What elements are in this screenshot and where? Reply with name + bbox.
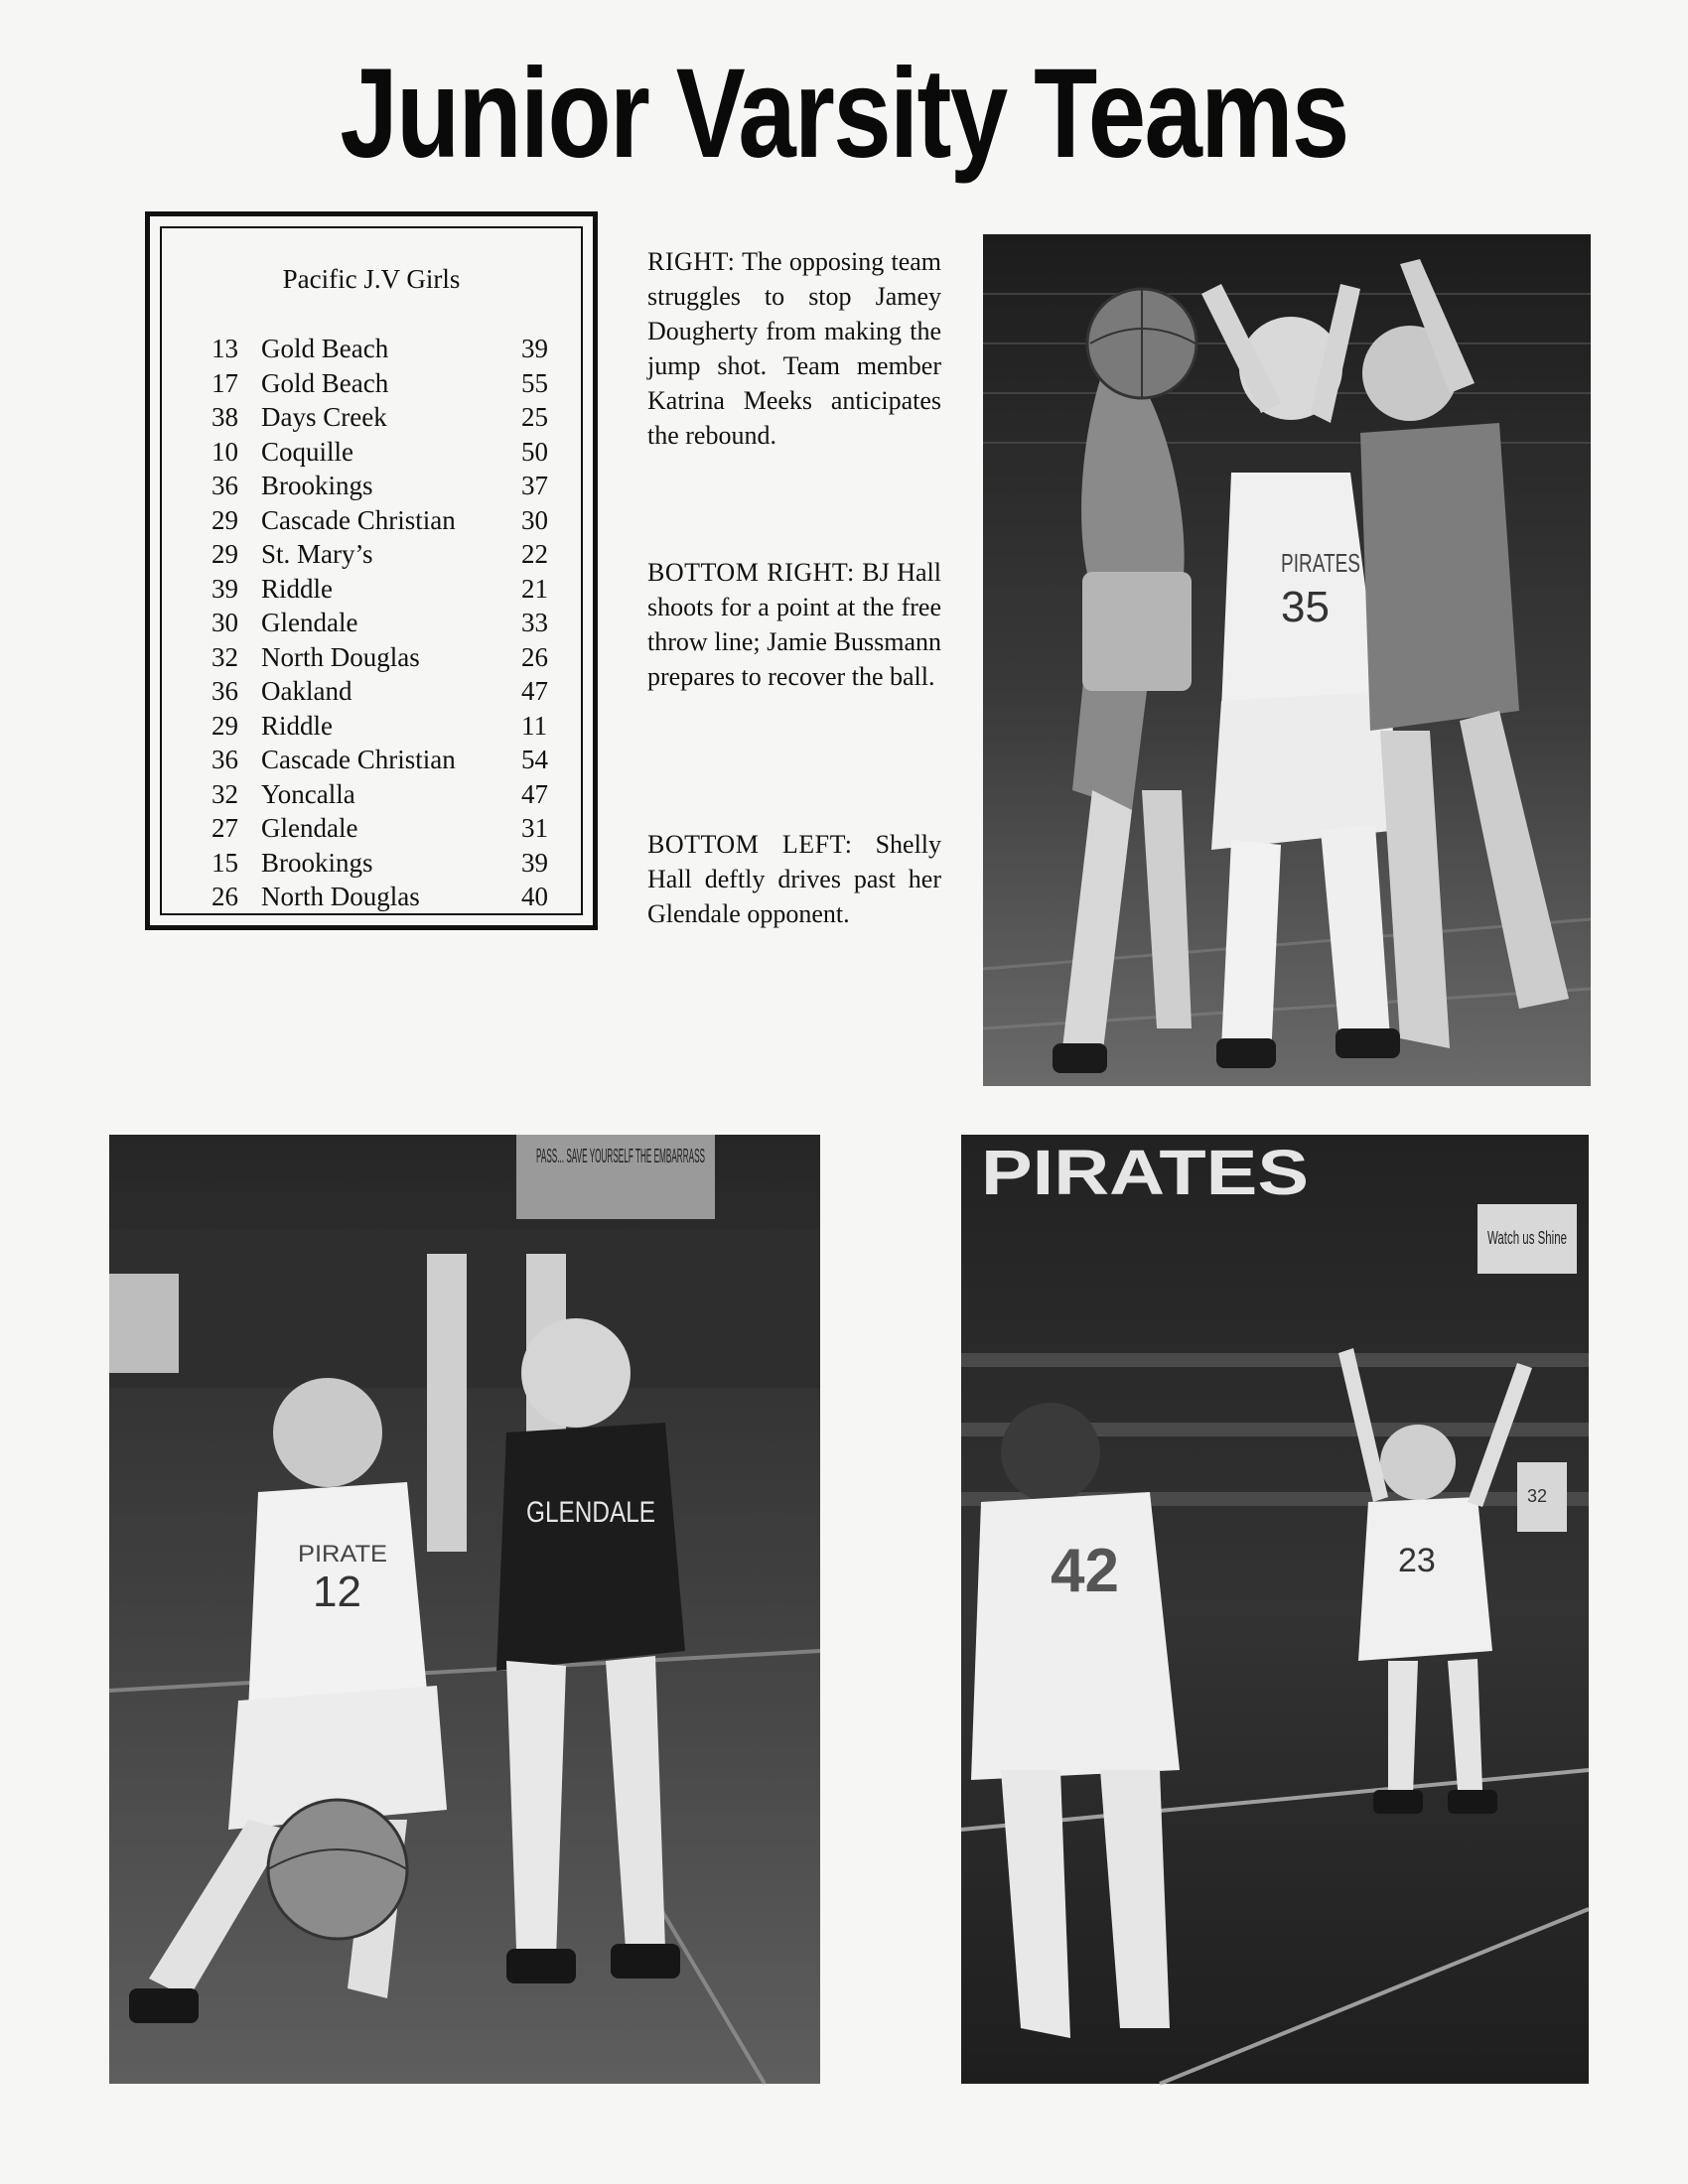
- jersey-number-42: 42: [1051, 1537, 1119, 1605]
- score-pacific: 36: [211, 471, 238, 500]
- schedule-row: [162, 332, 581, 366]
- schedule-row: [162, 606, 581, 640]
- jersey-text-glendale: GLENDALE: [526, 1496, 655, 1529]
- score-pacific: 10: [211, 436, 238, 467]
- opponent-name: Gold Beach: [261, 334, 389, 363]
- score-pacific: 17: [211, 367, 238, 398]
- caption-label: RIGHT:: [647, 247, 736, 276]
- opponent-name: Coquille: [261, 436, 353, 467]
- score-pacific: 29: [211, 710, 238, 741]
- score-pacific: 27: [211, 813, 238, 843]
- page-title: Junior Varsity Teams: [340, 43, 1348, 185]
- score-opponent: 47: [521, 676, 548, 706]
- score-pacific: 15: [211, 847, 238, 878]
- score-pacific: 32: [211, 641, 238, 672]
- schedule-row: [162, 572, 581, 607]
- jersey-text: PIRATES: [1281, 548, 1360, 578]
- schedule-row: [162, 880, 581, 914]
- opponent-name: Glendale: [261, 813, 358, 843]
- jersey-number-32: 32: [1527, 1486, 1548, 1506]
- schedule-row: [162, 709, 581, 744]
- score-opponent: 21: [521, 573, 548, 604]
- score-pacific: 36: [211, 745, 238, 774]
- jersey-number-12: 12: [313, 1568, 361, 1616]
- score-opponent: 47: [521, 778, 548, 809]
- caption-label: BOTTOM RIGHT:: [647, 558, 855, 587]
- photo-jump-shot: [983, 234, 1591, 1086]
- opponent-name: North Douglas: [261, 641, 420, 672]
- jersey-text: PIRATE: [298, 1541, 387, 1568]
- score-opponent: 39: [521, 334, 548, 363]
- opponent-name: Brookings: [261, 471, 373, 500]
- score-opponent: 37: [521, 471, 548, 500]
- schedule-row: [162, 435, 581, 470]
- score-opponent: 55: [521, 367, 548, 398]
- schedule-inner-border: [160, 226, 583, 915]
- schedule-row: [162, 400, 581, 435]
- score-opponent: 25: [521, 402, 548, 432]
- opponent-name: Yoncalla: [261, 778, 355, 809]
- caption-text: The opposing team struggles to stop Jamey Dougherty from making the jump shot. Team member Katrina Meeks anticipates the rebound.: [647, 247, 941, 450]
- opponent-name: Cascade Christian: [261, 745, 456, 774]
- score-opponent: 39: [521, 847, 548, 878]
- opponent-name: Days Creek: [261, 402, 387, 432]
- schedule-row: [162, 777, 581, 812]
- jersey-number-35: 35: [1281, 583, 1330, 631]
- score-opponent: 11: [521, 710, 547, 741]
- score-pacific: 39: [211, 573, 238, 604]
- caption-label: BOTTOM LEFT:: [647, 830, 853, 859]
- jersey-number-23: 23: [1398, 1542, 1436, 1579]
- caption-bottom-right: [647, 555, 941, 694]
- photo-free-throw-graphic: [961, 1135, 1589, 2084]
- score-pacific: 13: [211, 334, 238, 363]
- schedule-row: [162, 366, 581, 401]
- photo-dribble-graphic: [109, 1135, 820, 2084]
- wall-text: PIRATES: [981, 1137, 1309, 1208]
- score-pacific: 29: [211, 504, 238, 535]
- caption-text: BJ Hall shoots for a point at the free throw line; Jamie Bussmann prepares to recover the ball.: [647, 558, 941, 691]
- schedule-row: [162, 811, 581, 846]
- caption-text: Shelly Hall deftly drives past her Glendale opponent.: [647, 830, 942, 928]
- opponent-name: Gold Beach: [261, 367, 389, 398]
- score-opponent: 30: [521, 504, 548, 535]
- schedule-box: [145, 211, 598, 930]
- caption-bottom-left: [647, 827, 941, 931]
- score-pacific: 32: [211, 778, 238, 809]
- score-pacific: 30: [211, 608, 238, 637]
- score-opponent: 26: [521, 641, 548, 672]
- score-opponent: 33: [521, 608, 548, 637]
- sign-text: Watch us Shine: [1487, 1228, 1567, 1248]
- schedule-title: Pacific J.V Girls: [282, 264, 461, 294]
- schedule-row: [162, 674, 581, 709]
- opponent-name: Brookings: [261, 847, 373, 878]
- opponent-name: Riddle: [261, 573, 333, 604]
- schedule-row: [162, 469, 581, 503]
- photo-dribble: [109, 1135, 820, 2084]
- score-opponent: 40: [521, 882, 548, 911]
- schedule-row: [162, 743, 581, 777]
- score-pacific: 26: [211, 882, 238, 911]
- schedule-row: [162, 846, 581, 881]
- schedule-row: [162, 640, 581, 675]
- opponent-name: Riddle: [261, 710, 333, 741]
- score-pacific: 36: [211, 676, 238, 706]
- photo-jump-shot-graphic: [983, 234, 1591, 1086]
- opponent-name: Glendale: [261, 608, 358, 637]
- opponent-name: North Douglas: [261, 882, 420, 911]
- schedule-row: [162, 503, 581, 538]
- score-opponent: 22: [521, 539, 548, 569]
- score-opponent: 50: [521, 436, 548, 467]
- banner-text: PASS... SAVE YOURSELF THE EMBARRASS: [536, 1146, 705, 1167]
- score-pacific: 29: [211, 539, 238, 569]
- score-pacific: 38: [211, 402, 238, 432]
- basketball-icon: [268, 1800, 407, 1939]
- opponent-name: Oakland: [261, 676, 352, 706]
- schedule-list: [162, 332, 581, 914]
- score-opponent: 31: [521, 813, 548, 843]
- photo-free-throw: [961, 1135, 1589, 2084]
- score-opponent: 54: [521, 745, 548, 774]
- opponent-name: Cascade Christian: [261, 504, 456, 535]
- opponent-name: St. Mary’s: [261, 539, 373, 569]
- schedule-row: [162, 537, 581, 572]
- caption-right: [647, 244, 941, 453]
